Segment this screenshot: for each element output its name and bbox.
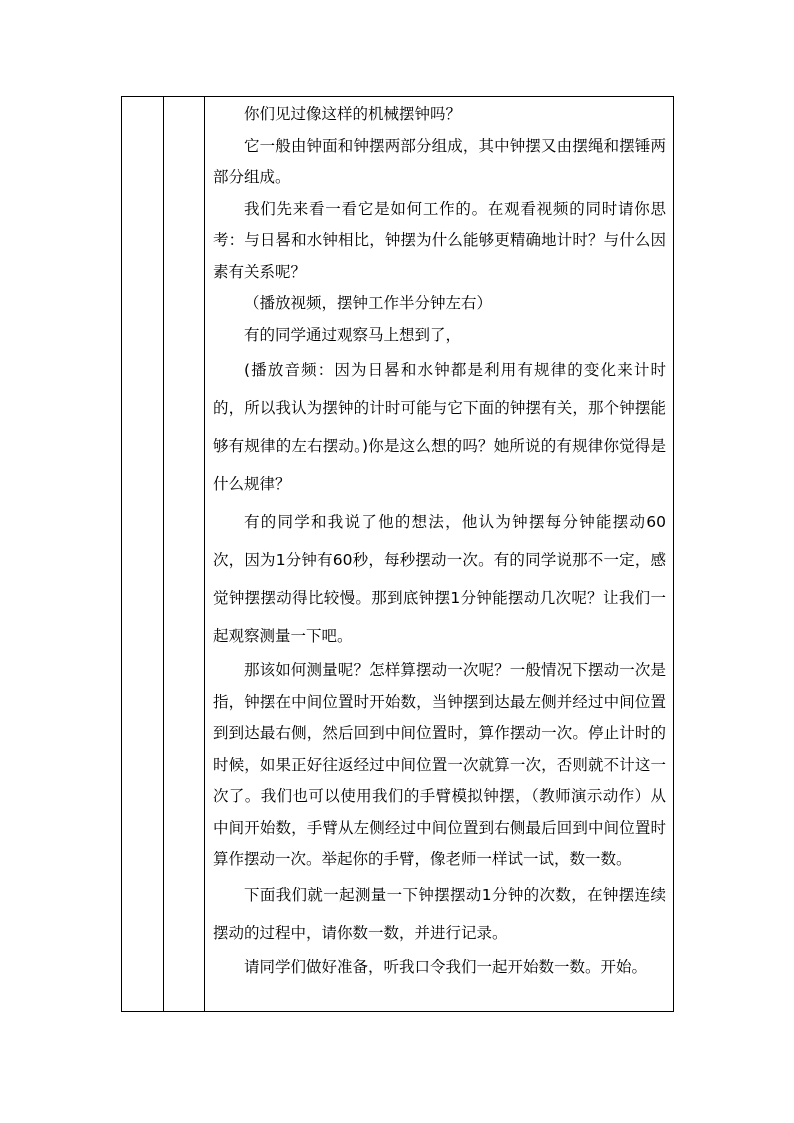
paragraph: 你们见过像这样的机械摆钟吗？ xyxy=(244,105,462,123)
paragraph: 请同学们做好准备，听我口令我们一起开始数一数。开始。 xyxy=(244,957,648,976)
paragraph: 我们先来看一看它是如何工作的。在观看视频的同时请你思考：与日晷和水钟相比，钟摆为什么能够更精确地计时？与什么因素有关系呢？ xyxy=(213,199,666,281)
paragraph: (播放音频：因为日晷和水钟都是利用有规律的变化来计时的，所以我认为摆钟的计时可能与它下面的钟摆有关，那个钟摆能够有规律的左右摆动。)你是这么想的吗？她所说的有规律你觉得是什么规律？ xyxy=(213,361,666,493)
paragraph: 那该如何测量呢？怎样算摆动一次呢？一般情况下摆动一次是指，钟摆在中间位置时开始数，当钟摆到达最左侧并经过中间位置到到达最右侧，然后回到中间位置时，算作摆动一次。停止计时的时候，如果正好往返经过中间位置一次就算一次，否则就不计这一次了。我们也可以使用我们的手臂模拟钟摆，（教师演示动作）从中间开始数，手臂从左侧经过中间位置到右侧最后回到中间位置时算作摆动一次。举起你的手臂，像老师一样试一试，数一数。 xyxy=(213,661,666,868)
paragraph: 它一般由钟面和钟摆两部分组成，其中钟摆又由摆绳和摆锤两部分组成。 xyxy=(213,136,666,186)
paragraph: （播放视频，摆钟工作半分钟左右） xyxy=(244,294,493,312)
paragraph: 有的同学通过观察马上想到了， xyxy=(244,325,462,344)
lesson-content-cell xyxy=(206,97,673,1011)
lesson-table xyxy=(121,96,674,1012)
paragraph: 有的同学和我说了他的想法，他认为钟摆每分钟能摆动60次，因为1分钟有60秒，每秒摆动一次。有的同学说那不一定，感觉钟摆摆动得比较慢。那到底钟摆1分钟能摆动几次呢？让我们一起观察测量一下吧。 xyxy=(213,513,666,645)
table-column-divider xyxy=(204,97,205,1011)
paragraph: 下面我们就一起测量一下钟摆摆动1分钟的次数，在钟摆连续摆动的过程中，请你数一数，并进行记录。 xyxy=(213,885,666,942)
table-column-divider xyxy=(163,97,164,1011)
